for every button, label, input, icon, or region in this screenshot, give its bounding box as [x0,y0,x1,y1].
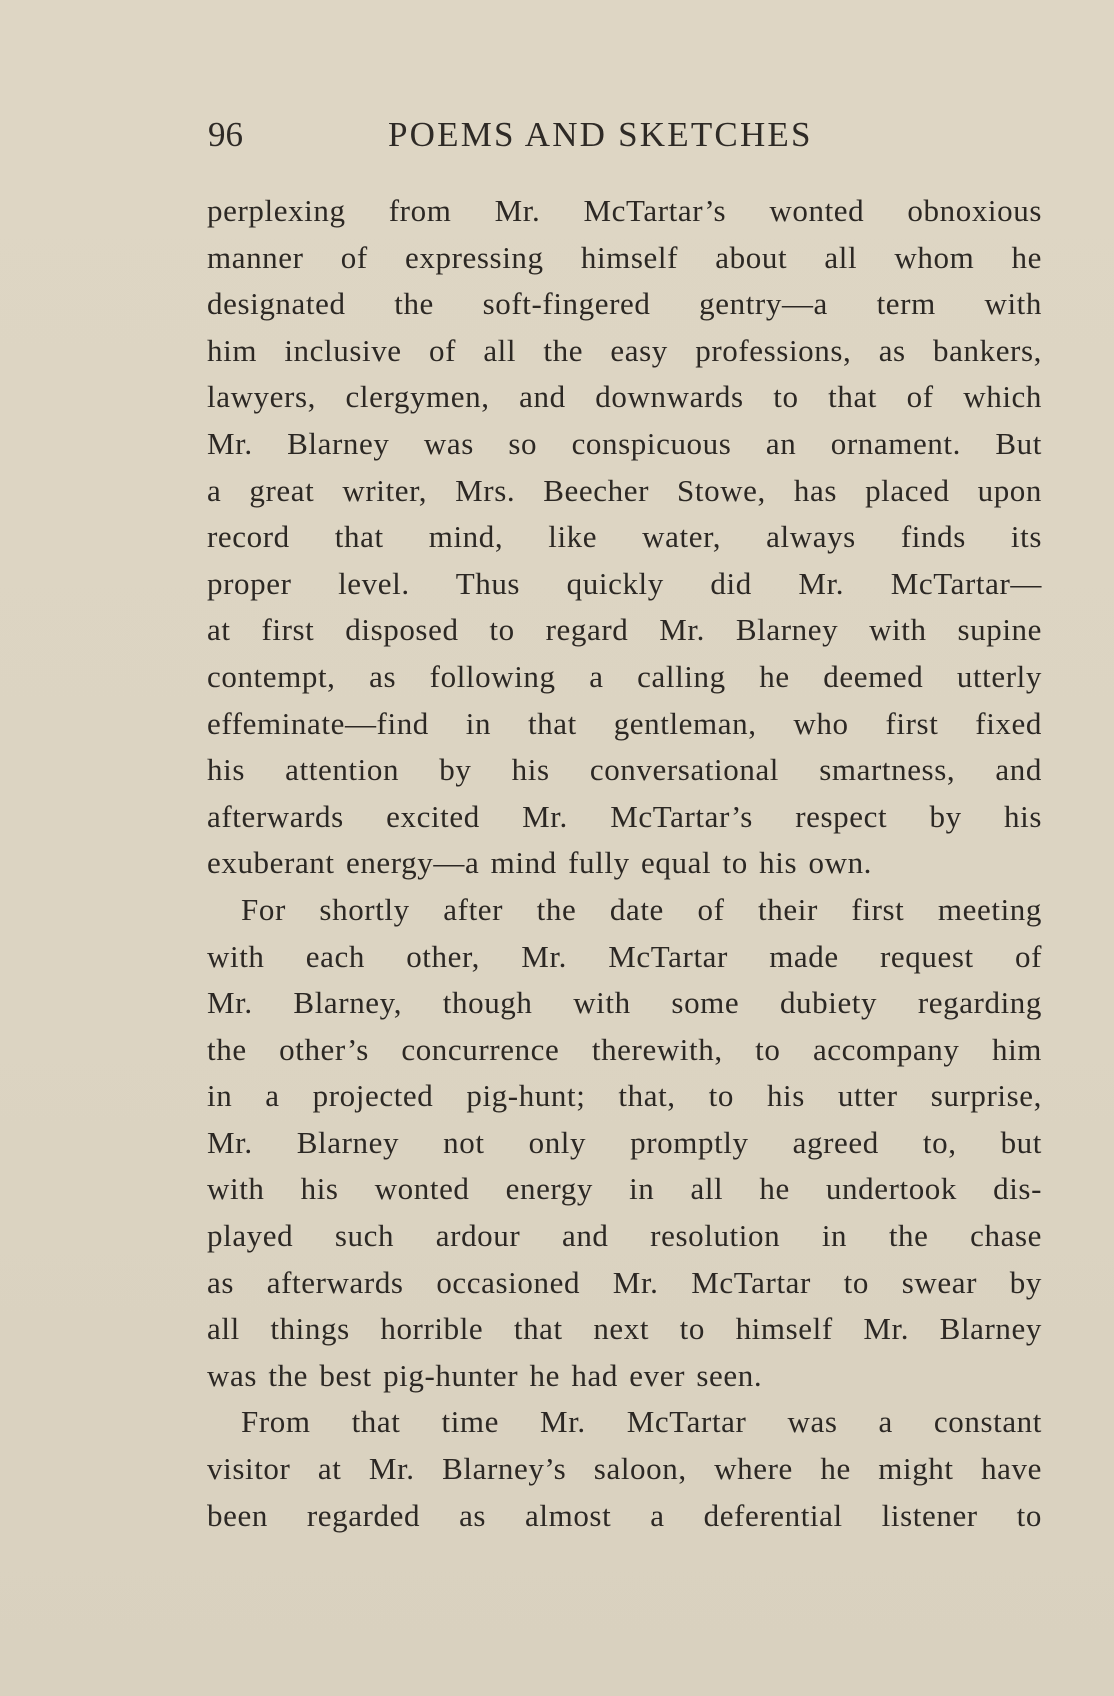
text-line: visitor at Mr. Blarney’s saloon, where he might have [207,1451,1042,1487]
text-line: For shortly after the date of their first meeting [241,891,1042,927]
text-line: as afterwards occasioned Mr. McTartar to swear by [207,1264,1042,1300]
text-line: Mr. Blarney, though with some dubiety regarding [207,985,1042,1021]
text-line: with his wonted energy in all he undertook dis- [207,1171,1042,1207]
body-text [207,188,1042,1539]
page-number: 96 [208,115,243,154]
text-line: his attention by his conversational smartness, and [207,752,1042,788]
text-line: all things horrible that next to himself Mr. Blarney [207,1311,1042,1347]
text-line: contempt, as following a calling he deemed utterly [207,658,1042,694]
text-line: the other’s concurrence therewith, to accompany him [207,1031,1042,1067]
paragraph-3 [207,1399,1042,1539]
text-line: perplexing from Mr. McTartar’s wonted obnoxious [207,193,1042,228]
text-line: at first disposed to regard Mr. Blarney with supine [207,612,1042,648]
text-line: proper level. Thus quickly did Mr. McTartar— [207,565,1042,601]
text-line: played such ardour and resolution in the chase [207,1218,1042,1254]
text-line: effeminate—find in that gentleman, who first fixed [207,705,1042,741]
text-line: afterwards excited Mr. McTartar’s respect by his [207,798,1042,834]
text-line: Mr. Blarney not only promptly agreed to, but [207,1124,1042,1160]
text-line: with each other, Mr. McTartar made request of [207,938,1042,974]
text-line: been regarded as almost a deferential listener to [207,1497,1042,1533]
text-line: was the best pig-hunter he had ever seen. [207,1357,763,1393]
text-line: him inclusive of all the easy professions, as bankers, [207,332,1042,368]
paragraph-2 [207,887,1042,1400]
running-title: POEMS AND SKETCHES [388,115,813,154]
running-head [208,113,1046,157]
text-line: manner of expressing himself about all whom he [207,239,1042,275]
text-line: a great writer, Mrs. Beecher Stowe, has placed upon [207,472,1042,508]
text-line: From that time Mr. McTartar was a constant [241,1404,1042,1440]
text-line: lawyers, clergymen, and downwards to that of which [207,379,1042,415]
text-line: designated the soft-fingered gentry—a term with [207,286,1042,322]
paragraph-1 [207,188,1042,887]
text-line: Mr. Blarney was so conspicuous an ornament. But [207,425,1042,461]
text-line: record that mind, like water, always finds its [207,519,1042,555]
text-line: exuberant energy—a mind fully equal to his own. [207,845,873,881]
text-line: in a projected pig-hunt; that, to his utter surprise, [207,1078,1042,1114]
